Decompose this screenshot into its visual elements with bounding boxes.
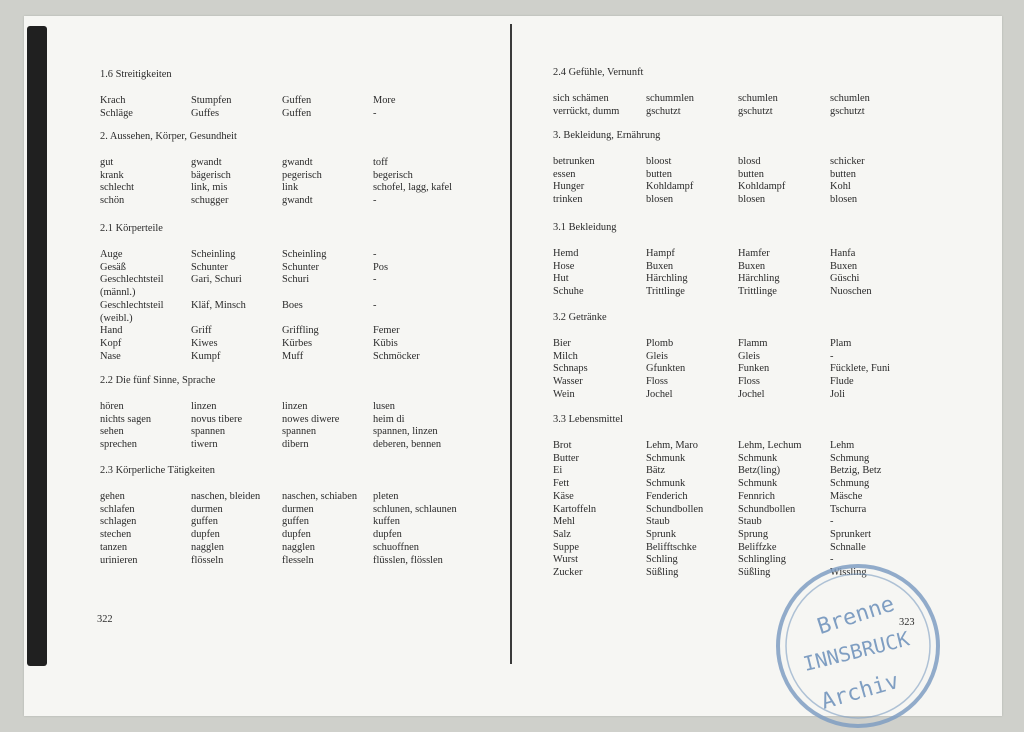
term-cell: Wurst	[553, 554, 578, 566]
term-cell: schlagen	[100, 516, 137, 528]
dialect-cell-2: spannen	[282, 426, 317, 438]
dialect-cell-2: linzen	[282, 401, 308, 412]
dialect-cell-2: Beliffzke	[738, 541, 777, 553]
term-cell: Auge	[100, 249, 123, 260]
term-cell: Gesäß	[100, 261, 126, 273]
dialect-cell-1: Jochel	[646, 388, 673, 400]
dialect-cell-1: tiwern	[191, 439, 218, 451]
dialect-cell-3: butten	[830, 168, 856, 180]
dialect-cell-1: Scheinling	[191, 249, 236, 260]
dialect-cell-2: Jochel	[738, 388, 765, 400]
term-cell: Kopf	[100, 337, 122, 349]
dialect-cell-2: Trittlinge	[738, 286, 777, 298]
dialect-cell-1: Schunter	[191, 261, 228, 273]
term-cell: sehen	[100, 426, 124, 438]
term-cell: urinieren	[100, 554, 138, 566]
dialect-cell-2: Griffling	[282, 325, 319, 337]
term-cell: Suppe	[553, 541, 579, 553]
term-cell: essen	[553, 168, 576, 180]
term-cell: (männl.)	[100, 287, 136, 299]
dialect-cell-1: linzen	[191, 401, 217, 412]
term-cell: schlecht	[100, 182, 135, 194]
dialect-cell-1: Hampf	[646, 248, 675, 259]
dialect-cell-3: Kohl	[830, 181, 851, 193]
dialect-cell-2: flesseln	[282, 554, 314, 566]
dialect-cell-2: Lehm, Lechum	[738, 440, 802, 451]
term-cell: sich schämen	[553, 93, 609, 104]
dialect-cell-1: Schmunk	[646, 478, 686, 490]
dialect-cell-3: Fücklete, Funi	[830, 363, 891, 375]
dialect-cell-2: nowes diwere	[282, 413, 340, 425]
dialect-cell-3: Nuoschen	[830, 286, 872, 298]
right-page-number: 323	[899, 617, 915, 628]
dialect-cell-3: Schmung	[830, 478, 870, 490]
term-cell: Schuhe	[553, 286, 584, 298]
dialect-cell-3: -	[373, 299, 377, 311]
dialect-cell-2: Schmunk	[738, 478, 778, 490]
dialect-cell-2: Kohldampf	[738, 181, 786, 193]
section-heading: 2.4 Gefühle, Vernunft	[553, 67, 644, 78]
term-cell: Kartoffeln	[553, 503, 597, 515]
dialect-cell-1: Kumpf	[191, 350, 221, 362]
dialect-cell-1: Kohldampf	[646, 181, 694, 193]
dialect-cell-1: schummlen	[646, 93, 694, 104]
dialect-cell-3: schumlen	[830, 93, 870, 104]
term-cell: Nase	[100, 350, 121, 362]
dialect-cell-2: Schuri	[282, 274, 310, 286]
dialect-cell-1: Plomb	[646, 338, 674, 349]
dialect-cell-2: naschen, schiaben	[282, 491, 358, 502]
term-cell: stechen	[100, 529, 132, 541]
term-cell: Wasser	[553, 376, 583, 388]
stamp-top-text: Brenne	[814, 591, 898, 640]
term-cell: gehen	[100, 491, 125, 502]
term-cell: Geschlechtsteil	[100, 299, 164, 311]
term-cell: Wein	[553, 388, 575, 400]
left-page-number: 322	[97, 614, 113, 625]
term-cell: Butter	[553, 452, 579, 464]
dialect-cell-2: Floss	[738, 376, 760, 388]
dialect-cell-2: Scheinling	[282, 249, 327, 260]
dialect-cell-3: Schnalle	[830, 541, 866, 553]
dialect-cell-2: Gleis	[738, 350, 760, 362]
dialect-cell-3: Schmung	[830, 452, 870, 464]
dialect-cell-1: Buxen	[646, 260, 674, 272]
dialect-cell-2: Schundbollen	[738, 503, 796, 515]
dialect-cell-2: Buxen	[738, 260, 766, 272]
dialect-cell-2: dupfen	[282, 529, 311, 541]
dialect-cell-2: gwandt	[282, 195, 313, 207]
term-cell: schön	[100, 195, 125, 207]
term-cell: Hut	[553, 273, 569, 285]
dialect-cell-1: bloost	[646, 156, 672, 167]
dialect-cell-3: Pos	[373, 261, 389, 273]
dialect-cell-3: Joli	[830, 388, 846, 400]
dialect-cell-3: Mäsche	[830, 490, 863, 502]
dialect-cell-1: nagglen	[191, 541, 224, 553]
dialect-cell-3: spannen, linzen	[373, 426, 438, 438]
dialect-cell-3: heim di	[373, 413, 405, 425]
dialect-cell-3: Güschi	[830, 273, 860, 285]
term-cell: Brot	[553, 440, 572, 451]
dialect-cell-1: Belifftschke	[646, 541, 697, 553]
dialect-cell-2: Hamfer	[738, 248, 770, 259]
dialect-cell-2: gwandt	[282, 157, 313, 168]
dialect-cell-3: blosen	[830, 194, 858, 206]
dialect-cell-3: kuffen	[373, 516, 400, 528]
dialect-cell-1: Gfunkten	[646, 363, 686, 375]
dialect-cell-3: Wissling	[830, 567, 867, 578]
dialect-cell-2: nagglen	[282, 541, 315, 553]
dialect-cell-3: -	[373, 274, 377, 286]
dialect-cell-3: deberen, bennen	[373, 439, 442, 451]
dialect-cell-1: Gari, Schuri	[191, 274, 242, 286]
term-cell: Hose	[553, 260, 575, 272]
dialect-cell-3: Lehm	[830, 440, 855, 451]
dialect-cell-1: Trittlinge	[646, 286, 685, 298]
term-cell: verrückt, dumm	[553, 105, 620, 117]
stamp-middle-text: INNSBRUCK	[800, 626, 912, 676]
dialect-cell-2: Schlingling	[738, 554, 786, 566]
dialect-cell-1: blosen	[646, 194, 674, 206]
term-cell: trinken	[553, 194, 583, 206]
section-heading: 2. Aussehen, Körper, Gesundheit	[100, 131, 237, 142]
dialect-cell-3: -	[373, 249, 377, 260]
term-cell: gut	[100, 157, 114, 168]
dialect-cell-2: Boes	[282, 299, 303, 311]
section-heading: 3. Bekleidung, Ernährung	[553, 130, 661, 141]
dialect-cell-2: Guffen	[282, 107, 312, 119]
dialect-cell-1: Süßling	[646, 567, 679, 578]
binding-edge	[27, 26, 47, 666]
dialect-cell-1: naschen, bleiden	[191, 491, 261, 502]
dialect-cell-1: Staub	[646, 516, 670, 528]
dialect-cell-2: Sprung	[738, 528, 769, 540]
term-cell: krank	[100, 169, 124, 181]
dialect-cell-1: durmen	[191, 503, 223, 515]
term-cell: Bier	[553, 338, 571, 349]
dialect-cell-3: Flude	[830, 376, 854, 388]
dialect-cell-1: Kiwes	[191, 337, 218, 349]
dialect-cell-1: link, mis	[191, 182, 228, 194]
term-cell: Krach	[100, 95, 126, 106]
term-cell: hören	[100, 401, 124, 412]
term-cell: betrunken	[553, 156, 595, 167]
dialect-cell-3: dupfen	[373, 529, 402, 541]
dialect-cell-3: Betzig, Betz	[830, 465, 882, 477]
dialect-cell-2: dibern	[282, 439, 309, 451]
dialect-cell-2: link	[282, 182, 299, 194]
dialect-cell-3: Schmöcker	[373, 350, 420, 362]
dialect-cell-2: Härchling	[738, 273, 780, 285]
term-cell: Mehl	[553, 516, 575, 528]
dialect-cell-2: Flamm	[738, 338, 768, 349]
section-heading: 2.1 Körperteile	[100, 223, 163, 234]
term-cell: Geschlechtsteil	[100, 274, 164, 286]
dialect-cell-2: Kürbes	[282, 337, 313, 349]
dialect-cell-3: Plam	[830, 338, 852, 349]
term-cell: Hemd	[553, 248, 579, 259]
dialect-cell-2: blosd	[738, 156, 761, 167]
term-cell: Salz	[553, 528, 571, 540]
dialect-cell-1: Griff	[191, 325, 212, 337]
term-cell: Zucker	[553, 567, 583, 578]
dialect-cell-2: Schunter	[282, 261, 319, 273]
dialect-cell-1: Fenderich	[646, 490, 688, 502]
dialect-cell-2: Funken	[738, 363, 770, 375]
dialect-cell-1: flösseln	[191, 554, 224, 566]
dialect-cell-2: Guffen	[282, 95, 312, 106]
term-cell: Schnaps	[553, 363, 588, 375]
stamp-bottom-text: Archiv	[818, 668, 902, 715]
dialect-cell-1: Schundbollen	[646, 503, 704, 515]
section-heading: 1.6 Streitigkeiten	[100, 69, 172, 80]
term-cell: schlafen	[100, 503, 135, 515]
dialect-cell-1: dupfen	[191, 529, 220, 541]
dialect-cell-1: spannen	[191, 426, 226, 438]
dialect-cell-3: lusen	[373, 401, 395, 412]
dialect-cell-2: schumlen	[738, 93, 778, 104]
term-cell: Käse	[553, 490, 574, 502]
term-cell: Hand	[100, 325, 123, 337]
dialect-cell-1: schugger	[191, 195, 229, 207]
term-cell: (weibl.)	[100, 312, 133, 324]
dialect-cell-1: gschutzt	[646, 105, 681, 117]
dialect-cell-1: butten	[646, 168, 672, 180]
dialect-cell-2: Schmunk	[738, 452, 778, 464]
dialect-cell-3: Femer	[373, 325, 400, 337]
dialect-cell-1: Bätz	[646, 465, 666, 477]
dialect-cell-1: Härchling	[646, 273, 688, 285]
dialect-cell-3: -	[830, 554, 834, 566]
dialect-cell-2: blosen	[738, 194, 766, 206]
dialect-cell-3: -	[373, 195, 377, 207]
dialect-cell-2: durmen	[282, 503, 314, 515]
dialect-cell-3: Kübis	[373, 337, 398, 349]
term-cell: Hunger	[553, 181, 585, 193]
dialect-cell-1: Gleis	[646, 350, 668, 362]
term-cell: Fett	[553, 478, 570, 490]
dialect-cell-1: Stumpfen	[191, 95, 232, 106]
section-heading: 2.2 Die fünf Sinne, Sprache	[100, 375, 216, 386]
dialect-cell-2: Staub	[738, 516, 762, 528]
dialect-cell-1: Kläf, Minsch	[191, 299, 246, 311]
dialect-cell-2: gschutzt	[738, 105, 773, 117]
dialect-cell-3: schicker	[830, 156, 865, 167]
dialect-cell-2: Fennrich	[738, 490, 775, 502]
dialect-cell-3: schuoffnen	[373, 541, 419, 553]
dialect-cell-1: Schling	[646, 554, 678, 566]
dialect-cell-3: More	[373, 95, 396, 106]
dialect-cell-1: Lehm, Maro	[646, 440, 698, 451]
dialect-cell-2: butten	[738, 168, 764, 180]
section-heading: 3.3 Lebensmittel	[553, 414, 623, 425]
dialect-cell-3: pleten	[373, 491, 399, 502]
dialect-cell-3: toff	[373, 157, 388, 168]
dialect-cell-3: -	[830, 350, 834, 362]
dialect-cell-3: flüsslen, flösslen	[373, 554, 443, 566]
term-cell: tanzen	[100, 541, 128, 553]
dialect-cell-1: Schmunk	[646, 452, 686, 464]
dialect-cell-2: guffen	[282, 516, 309, 528]
dialect-cell-3: gschutzt	[830, 105, 865, 117]
dialect-cell-1: Guffes	[191, 107, 220, 119]
dialect-cell-2: pegerisch	[282, 169, 322, 181]
dialect-cell-3: schlunen, schlaunen	[373, 503, 457, 515]
dialect-cell-1: Sprunk	[646, 528, 677, 540]
dialect-cell-3: begerisch	[373, 169, 413, 181]
term-cell: sprechen	[100, 439, 137, 451]
book-spine	[510, 24, 512, 664]
dialect-cell-3: Buxen	[830, 260, 858, 272]
dialect-cell-3: schofel, lagg, kafel	[373, 182, 453, 194]
dialect-cell-2: Muff	[282, 350, 304, 362]
term-cell: nichts sagen	[100, 413, 152, 425]
dialect-cell-1: guffen	[191, 516, 218, 528]
section-heading: 3.2 Getränke	[553, 312, 607, 323]
section-heading: 2.3 Körperliche Tätigkeiten	[100, 465, 215, 476]
dialect-cell-1: novus tibere	[191, 413, 243, 425]
dialect-cell-1: Floss	[646, 376, 668, 388]
dialect-cell-3: Hanfa	[830, 248, 856, 259]
dialect-cell-3: -	[830, 516, 834, 528]
dialect-cell-1: bägerisch	[191, 169, 231, 181]
term-cell: Milch	[553, 350, 578, 362]
term-cell: Schläge	[100, 107, 133, 119]
dialect-cell-2: Süßling	[738, 567, 771, 578]
dialect-cell-3: Tschurra	[830, 503, 867, 515]
dialect-cell-2: Betz(ling)	[738, 465, 781, 477]
section-heading: 3.1 Bekleidung	[553, 222, 617, 233]
dialect-cell-3: Sprunkert	[830, 528, 871, 540]
dialect-cell-1: gwandt	[191, 157, 222, 168]
term-cell: Ei	[553, 465, 563, 477]
dialect-cell-3: -	[373, 107, 377, 119]
